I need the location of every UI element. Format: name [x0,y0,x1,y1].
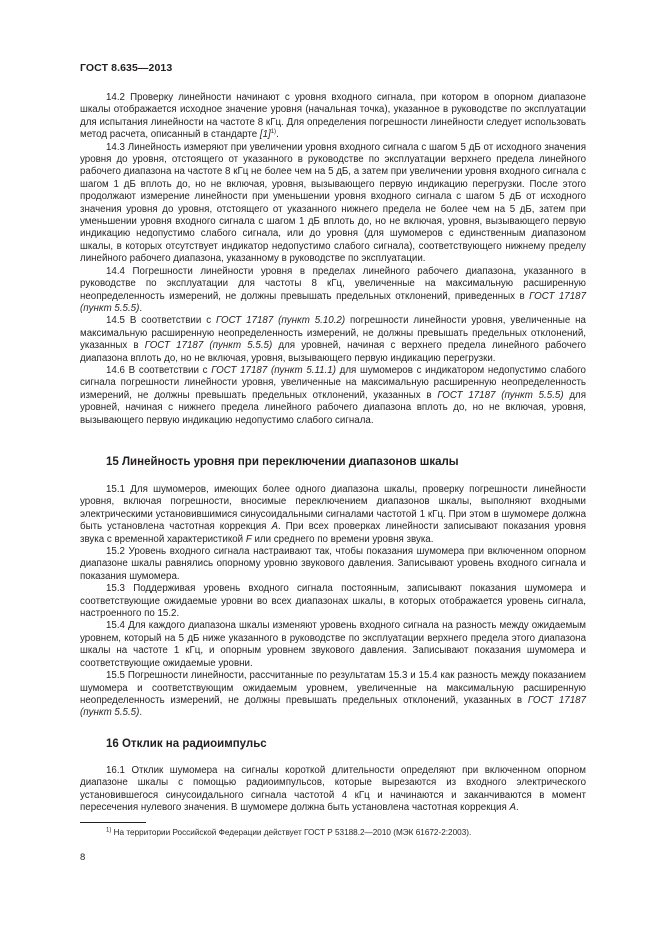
footnote-marker: 1) [270,128,277,135]
clause-15-5: 15.5 Погрешности линейности, рассчитанные по результатам 15.3 и 15.4 как разность между показанием шумомера и соответствующим ожидаемым уровнем, увеличенные на максимальную расширенную неопределенность измерений, не должны превышать предельных отклонений, указанных в ГОСТ 17187 (пункт 5.5.5). [80,670,586,719]
clause-14-6: 14.6 В соответствии с ГОСТ 17187 (пункт 5.11.1) для шумомеров с индикатором недопустимо слабого сигнала погрешности линейности уровня, увеличенные на максимальную расширенную неопределенность измерений, не должны превышать предельных отклонений, указанных в ГОСТ 17187 (пункт 5.5.5) для уровней, начиная с нижнего предела линейного рабочего диапазона вплоть до, но не включая, уровня, вызывающего первую индикацию недопустимо слабого сигнала. [80,364,586,426]
gost-reference: ГОСТ 17187 (пункт 5.5.5) [80,694,586,719]
footnote: $^{1)}$ На территории Российской Федерации действует ГОСТ Р 53188.2—2010 (МЭК 61672-2:2003). [106,827,472,837]
gost-reference: ГОСТ 17187 (пункт 5.5.5) [144,340,273,352]
clause-16-1: 16.1 Отклик шумомера на сигналы короткой длительности определяют при включенном опорном диапазоне шкалы с помощью радиоимпульсов, которые вырезаются из входного электрического установившегося синусоидального сигнала частотой 4 кГц и начинаются и заканчиваются в момент пересечения нулевого значения. В шумомере должна быть установлена частотная коррекция А. [80,765,586,814]
clause-14-5: 14.5 В соответствии с ГОСТ 17187 (пункт 5.10.2) погрешности линейности уровня, увеличенные на максимальную расширенную неопределенность измерений, не должны превышать предельных отклонений, указанных в ГОСТ 17187 (пункт 5.5.5) для уровней, начиная с верхнего предела линейного рабочего диапазона вплоть до, но не включая, уровня, вызывающего первую индикацию перегрузки. [80,315,586,364]
clause-15-2: 15.2 Уровень входного сигнала настраивают так, чтобы показания шумомера при включенном опорном диапазоне шкалы равнялись опорному уровню звукового давления. Записывают уровень входного сигнала и показания шумомера. [80,546,586,582]
clause-15-3: 15.3 Поддерживая уровень входного сигнала постоянным, записывают показания шумомера и соответствующие ожидаемые уровни во всех диапазонах шкалы, в которых отображается уровень сигнала, настроенного по 15.2. [80,583,586,620]
gost-reference: ГОСТ 17187 (пункт 5.5.5) [80,290,586,314]
gost-reference: ГОСТ 17187 (пункт 5.10.2) [216,315,346,327]
footnote-divider [80,822,146,823]
section-16-title: 16 Отклик на радиоимпульс [106,738,267,750]
clauses-14 [80,92,586,427]
standard-header: ГОСТ 8.635—2013 [80,62,173,74]
clause-14-4: 14.4 Погрешности линейности уровня в пределах линейного рабочего диапазона, указанного в руководстве по эксплуатации для частоты 8 кГц, увеличенные на максимальную расширенную неопределенность измерений, не должны превышать предельных отклонений, приведенных в ГОСТ 17187 (пункт 5.5.5). [80,265,586,314]
section-15-title: 15 Линейность уровня при переключении диапазонов шкалы [106,456,459,468]
clauses-16 [80,765,586,815]
clause-14-3: 14.3 Линейность измеряют при увеличении уровня входного сигнала с шагом 5 дБ от исходного значения уровня до уровня, отстоящего от указанного в руководстве по эксплуатации верхнего предела линейного рабочего диапазона на частоте 8 кГц не более чем на 5 дБ, а затем при увеличении уровня входного сигнала с шагом 1 дБ вплоть до, но не включая, уровня, вызывающего первую индикацию перегрузки. После этого продолжают измерение линейности при уменьшении уровня входного сигнала с шагом 5 дБ от исходного значения уровня до уровня, отстоящего от указанного нижнего предела не более чем на 5 дБ, затем при уменьшении уровня входного сигнала с шагом 1 дБ вплоть до, но не включая, уровня, вызывающего первую индикацию недопустимо слабого сигнала, или до уровня (для шумомеров с единственным диапазоном шкалы, в которых отсутствует индикатор недопустимо слабого сигнала), соответствующего нижнему пределу линейного рабочего диапазона, указанному в руководстве по эксплуатации. [80,141,586,265]
gost-reference: ГОСТ 17187 (пункт 5.5.5) [437,389,564,401]
clauses-15 [80,484,586,720]
clause-15-1: 15.1 Для шумомеров, имеющих более одного диапазона шкалы, проверку погрешности линейности уровня, включая погрешности, вносимые переключением диапазонов шкалы, выполняют входными электрическими установившимися синусоидальными сигналами частотой 1 кГц. При этом в шумомере должна быть установлена частотная коррекция А. При всех проверках линейности записывают показания уровня звука с временной характеристикой F или среднего по времени уровня звука. [80,484,586,545]
reference-1: [1] [259,129,271,141]
clause-14-2: 14.2 Проверку линейности начинают с уровня входного сигнала, при котором в опорном диапазоне шкалы отображается исходное значение уровня (начальная точка), указанное в руководстве по эксплуатации для испытания линейности на частоте 8 кГц. Для определения погрешности линейности следует использовать метод расчета, описанный в стандарте $[1]^{1)}$. [80,92,586,141]
page-number: 8 [80,852,86,863]
clause-15-4: 15.4 Для каждого диапазона шкалы изменяют уровень входного сигнала на разность между ожидаемым уровнем, который на 5 дБ ниже указанного в руководстве по эксплуатации верхнего предела этого диапазона шкалы на частоте 1 кГц, и опорным уровнем звукового давления. Записывают показания шумомера и соответствующие ожидаемые уровни. [80,620,586,669]
footnote-number: 1) [106,827,112,834]
gost-reference: ГОСТ 17187 (пункт 5.11.1) [211,364,336,376]
